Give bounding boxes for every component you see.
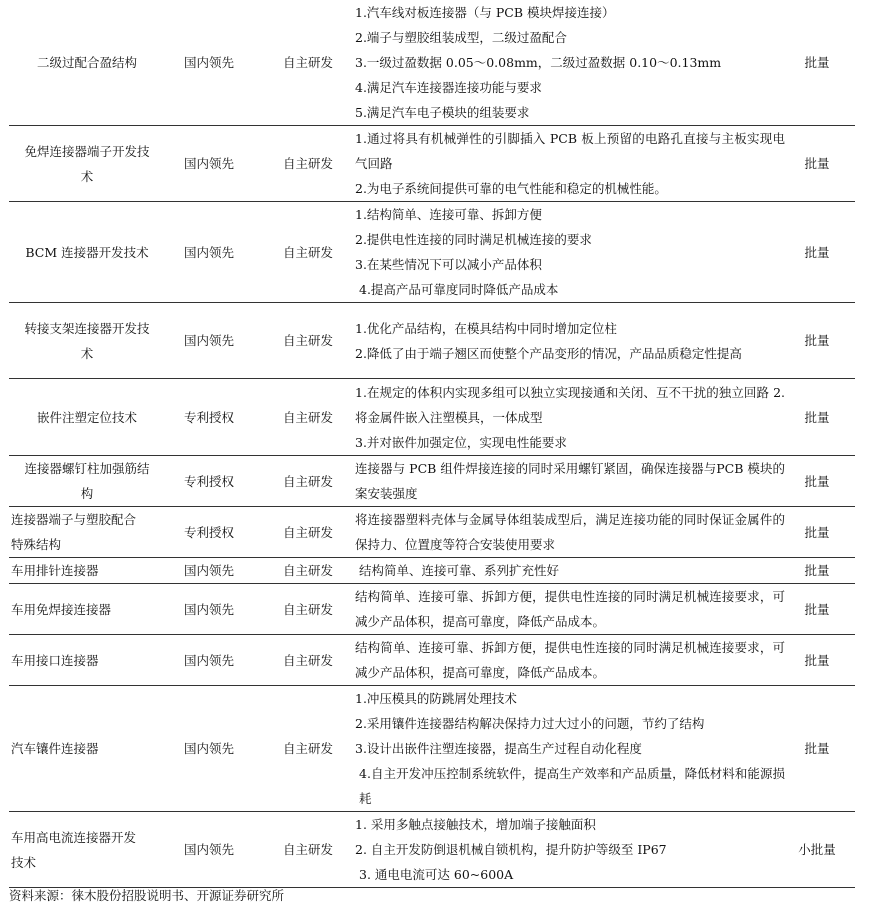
tech-description <box>353 379 785 456</box>
tech-source: 自主研发 <box>271 456 353 507</box>
tech-description <box>353 126 785 202</box>
description-line: 3.在某些情况下可以减小产品体积 <box>355 257 542 272</box>
table-row <box>9 303 855 379</box>
tech-name-cell <box>9 584 165 635</box>
description-line: 3. 通电电流可达 60~600A <box>359 867 514 882</box>
tech-stage: 批量 <box>785 686 855 812</box>
table-row <box>9 635 855 686</box>
tech-source: 自主研发 <box>271 584 353 635</box>
tech-level: 专利授权 <box>165 379 271 456</box>
description-line: 1.汽车线对板连接器（与 PCB 模块焊接连接） <box>355 5 615 20</box>
tech-name-cell <box>9 456 165 507</box>
tech-level: 专利授权 <box>165 507 271 558</box>
tech-level: 国内领先 <box>165 126 271 202</box>
tech-stage: 批量 <box>785 202 855 303</box>
tech-stage: 批量 <box>785 507 855 558</box>
tech-name-cell <box>9 558 165 584</box>
tech-name: 转接支架连接器开发技术 <box>24 320 150 361</box>
tech-description <box>353 0 785 126</box>
description-line: 5.满足汽车电子模块的组装要求 <box>355 105 530 120</box>
description-line: 4.满足汽车连接器连接功能与要求 <box>355 80 542 95</box>
tech-name: 连接器端子与塑胶配合特殊结构 <box>11 512 137 552</box>
tech-level: 国内领先 <box>165 558 271 584</box>
description-line: 1.通过将具有机械弹性的引脚插入 PCB 板上预留的电路孔直接与主板实现电气回路 <box>355 131 785 171</box>
description-line: 结构简单、连接可靠、拆卸方便，提供电性连接的同时满足机械连接要求，可减少产品体积，提高可靠度，降低产品成本。 <box>355 589 785 629</box>
tech-description <box>353 812 785 888</box>
description-line: 2.采用镶件连接器结构解决保持力过大过小的问题，节约了结构 <box>355 716 705 731</box>
tech-source: 自主研发 <box>271 303 353 379</box>
tech-level: 国内领先 <box>165 812 271 888</box>
tech-level: 国内领先 <box>165 303 271 379</box>
tech-description <box>353 635 785 686</box>
tech-stage: 小批量 <box>785 812 855 888</box>
description-line: 1.优化产品结构，在模具结构中同时增加定位柱 <box>355 320 617 336</box>
description-line: 连接器与 PCB 组件焊接连接的同时采用螺钉紧固，确保连接器与PCB 模块的案安装强度 <box>355 461 785 501</box>
tech-source: 自主研发 <box>271 558 353 584</box>
description-line: 将连接器塑料壳体与金属导体组装成型后，满足连接功能的同时保证金属件的保持力、位置度等符合安装使用要求 <box>355 512 785 552</box>
tech-level: 国内领先 <box>165 584 271 635</box>
table-row <box>9 379 855 456</box>
table-row <box>9 558 855 584</box>
tech-name-cell <box>9 379 165 456</box>
table-row <box>9 126 855 202</box>
description-line: 4.提高产品可靠度同时降低产品成本 <box>359 282 559 297</box>
tech-stage: 批量 <box>785 0 855 126</box>
tech-stage: 批量 <box>785 635 855 686</box>
description-line: 2.降低了由于端子翘区而使整个产品变形的情况，产品品质稳定性提高 <box>355 345 742 361</box>
tech-name-cell <box>9 126 165 202</box>
description-line: 1.结构简单、连接可靠、拆卸方便 <box>355 207 542 222</box>
tech-source: 自主研发 <box>271 202 353 303</box>
tech-name: 二级过配合盈结构 <box>36 55 137 70</box>
tech-level: 国内领先 <box>165 202 271 303</box>
tech-source: 自主研发 <box>271 126 353 202</box>
tech-source: 自主研发 <box>271 635 353 686</box>
tech-description <box>353 558 785 584</box>
description-line: 3.一级过盈数据 0.05～0.08mm，二级过盈数据 0.10～0.13mm <box>355 55 722 70</box>
tech-description <box>353 202 785 303</box>
description-line: 1. 采用多触点接触技术，增加端子接触面积 <box>355 817 596 832</box>
tech-name: 免焊连接器端子开发技术 <box>24 143 150 184</box>
table-row <box>9 686 855 812</box>
tech-name-cell <box>9 303 165 379</box>
tech-table <box>9 0 855 888</box>
table-row <box>9 584 855 635</box>
description-line: 1.在规定的体积内实现多组可以独立实现接通和关闭、互不干扰的独立回路 2.将金属件嵌入注塑模具，一体成型 <box>355 384 785 425</box>
description-line: 1.冲压模具的防跳屑处理技术 <box>355 691 517 706</box>
tech-level: 国内领先 <box>165 635 271 686</box>
tech-name: 车用排针连接器 <box>11 563 99 578</box>
tech-name: BCM 连接器开发技术 <box>25 244 149 260</box>
table-row <box>9 0 855 126</box>
tech-name: 车用免焊接连接器 <box>11 601 112 617</box>
tech-name-cell <box>9 635 165 686</box>
tech-level: 国内领先 <box>165 686 271 812</box>
tech-source: 自主研发 <box>271 0 353 126</box>
description-line: 2.为电子系统间提供可靠的电气性能和稳定的机械性能。 <box>355 181 667 196</box>
tech-description <box>353 456 785 507</box>
tech-source: 自主研发 <box>271 379 353 456</box>
tech-level: 专利授权 <box>165 456 271 507</box>
description-line: 2.端子与塑胶组装成型，二级过盈配合 <box>355 30 567 45</box>
tech-stage: 批量 <box>785 126 855 202</box>
tech-name: 车用接口连接器 <box>11 652 99 668</box>
tech-description <box>353 686 785 812</box>
tech-name: 车用高电流连接器开发技术 <box>11 829 137 870</box>
tech-source: 自主研发 <box>271 507 353 558</box>
source-note: 资料来源：徕木股份招股说明书、开源证券研究所 <box>9 888 285 903</box>
table-row <box>9 202 855 303</box>
description-line: 3.设计出嵌件注塑连接器，提高生产过程自动化程度 <box>355 741 642 756</box>
description-line: 3.并对嵌件加强定位，实现电性能要求 <box>355 434 567 450</box>
tech-description <box>353 303 785 379</box>
tech-name: 嵌件注塑定位技术 <box>36 409 137 425</box>
tech-stage: 批量 <box>785 303 855 379</box>
tech-source: 自主研发 <box>271 812 353 888</box>
description-line: 2. 自主开发防倒退机械自锁机构，提升防护等级至 IP67 <box>355 842 667 857</box>
description-line: 4.自主开发冲压控制系统软件，提高生产效率和产品质量，降低材料和能源损耗 <box>359 766 785 806</box>
tech-stage: 批量 <box>785 584 855 635</box>
tech-stage: 批量 <box>785 558 855 584</box>
description-line: 结构简单、连接可靠、拆卸方便，提供电性连接的同时满足机械连接要求，可减少产品体积，提高可靠度，降低产品成本。 <box>355 640 785 680</box>
tech-name-cell <box>9 686 165 812</box>
tech-name-cell <box>9 812 165 888</box>
tech-source: 自主研发 <box>271 686 353 812</box>
tech-description <box>353 507 785 558</box>
tech-stage: 批量 <box>785 456 855 507</box>
description-line: 结构简单、连接可靠、系列扩充性好 <box>359 563 560 578</box>
description-line: 2.提供电性连接的同时满足机械连接的要求 <box>355 232 592 247</box>
tech-name-cell <box>9 0 165 126</box>
table-row <box>9 456 855 507</box>
tech-name: 连接器螺钉柱加强筋结构 <box>24 461 150 501</box>
tech-stage: 批量 <box>785 379 855 456</box>
tech-name: 汽车镶件连接器 <box>11 741 99 756</box>
tech-name-cell <box>9 202 165 303</box>
table-row <box>9 507 855 558</box>
tech-level: 国内领先 <box>165 0 271 126</box>
tech-name-cell <box>9 507 165 558</box>
tech-description <box>353 584 785 635</box>
table-row <box>9 812 855 888</box>
